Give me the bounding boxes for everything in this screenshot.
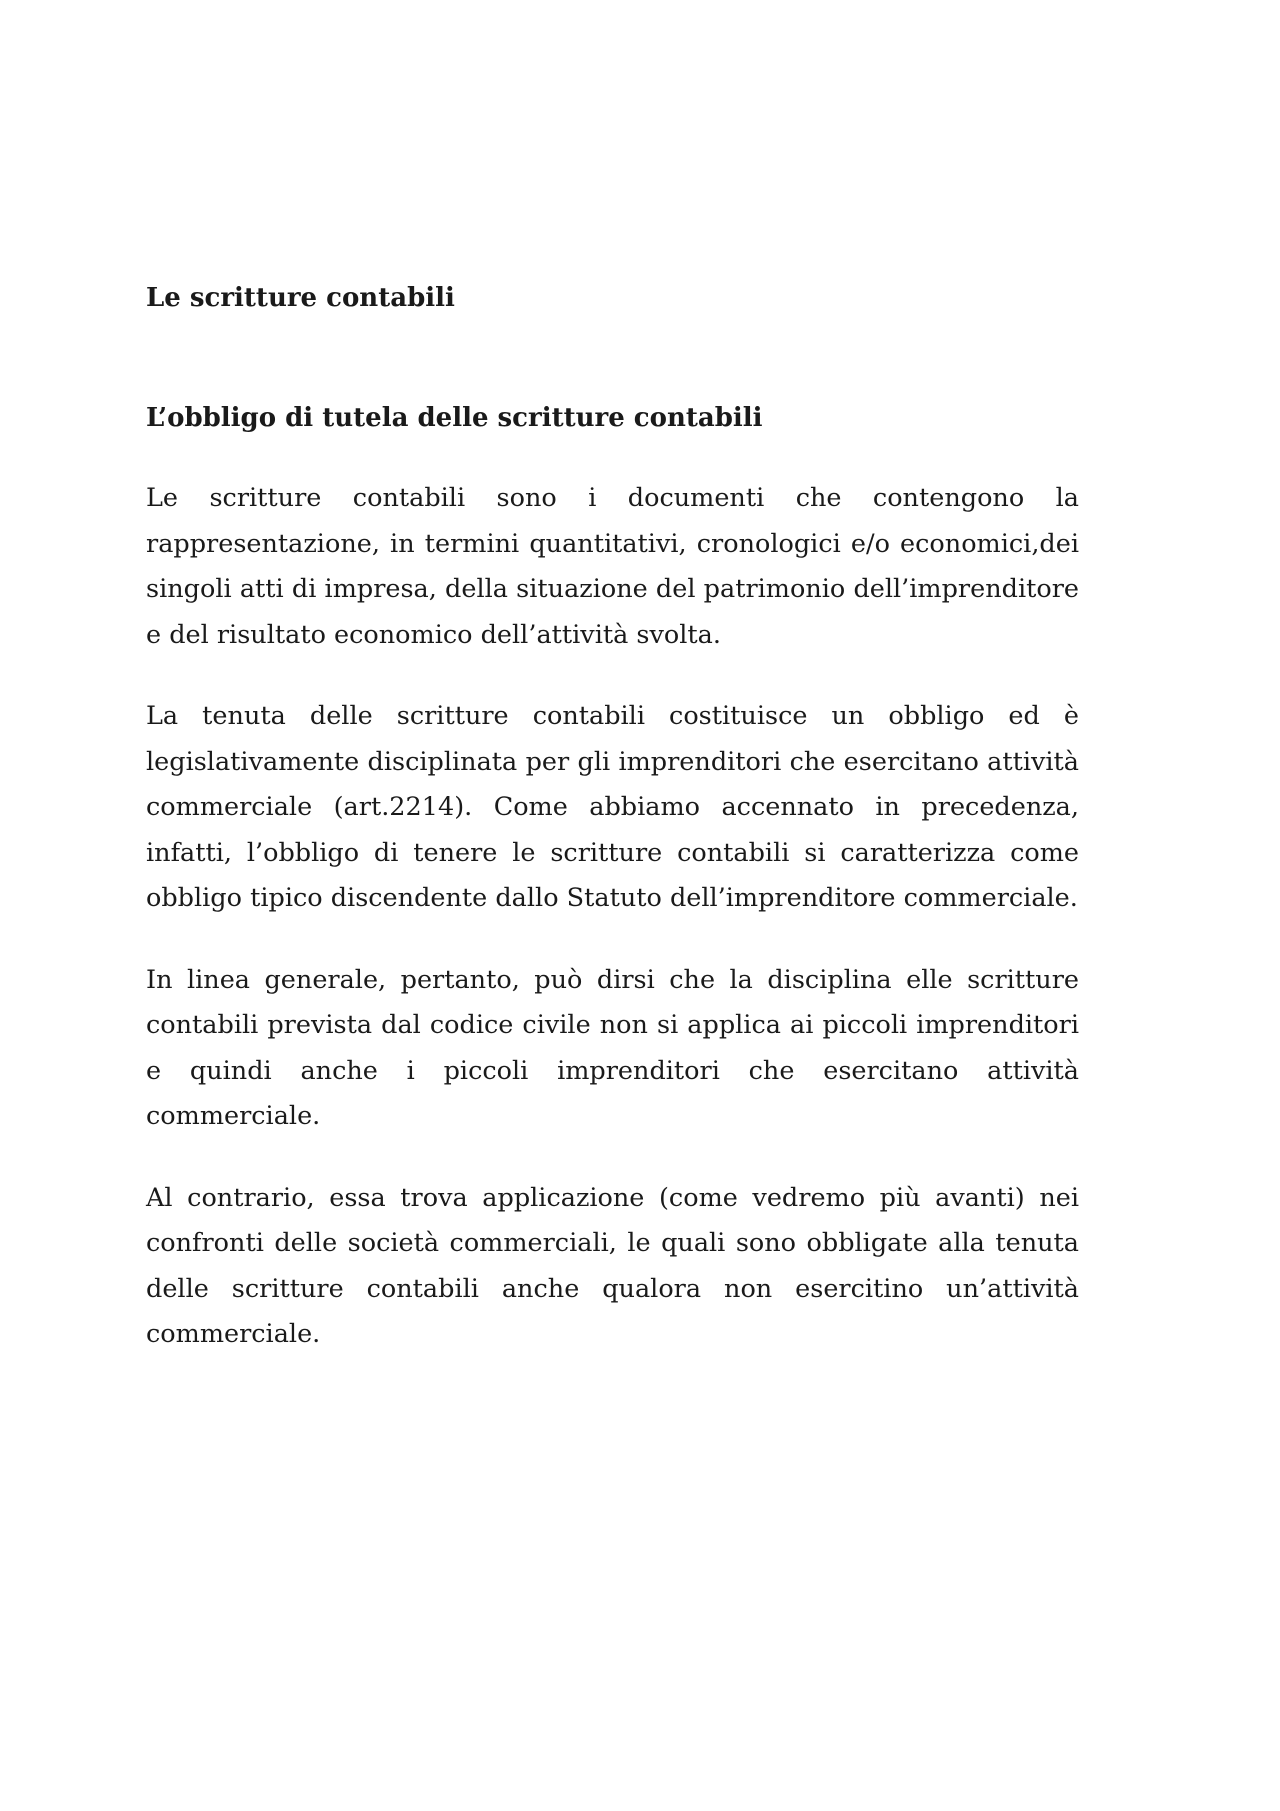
document-title: Le scritture contabili — [146, 283, 455, 313]
paragraph: La tenuta delle scritture contabili costituisce un obbligo ed è legislativamente disciplinata per gli imprenditori che esercitano attività commerciale (art.2214). Come abbiamo accennato in precedenza, infatti, l’obbligo di tenere le scritture contabili si caratterizza come obbligo tipico discendente dallo Statuto dell’imprenditore commerciale. — [146, 701, 1079, 913]
document-body — [146, 280, 1079, 1358]
section-title: L’obbligo di tutela delle scritture contabili — [146, 403, 763, 433]
paragraph: Le scritture contabili sono i documenti che contengono la rappresentazione, in termini quantitativi, cronologici e/o economici,dei singoli atti di impresa, della situazione del patrimonio dell’imprenditore e del risultato economico dell’attività svolta. — [146, 483, 1079, 650]
paragraph: In linea generale, pertanto, può dirsi che la disciplina elle scritture contabili prevista dal codice civile non si applica ai piccoli imprenditori e quindi anche i piccoli imprenditori che esercitano attività commerciale. — [146, 964, 1079, 1131]
paragraph: Al contrario, essa trova applicazione (come vedremo più avanti) nei confronti delle società commerciali, le quali sono obbligate alla tenuta delle scritture contabili anche qualora non esercitino un’attività commerciale. — [146, 1182, 1079, 1349]
